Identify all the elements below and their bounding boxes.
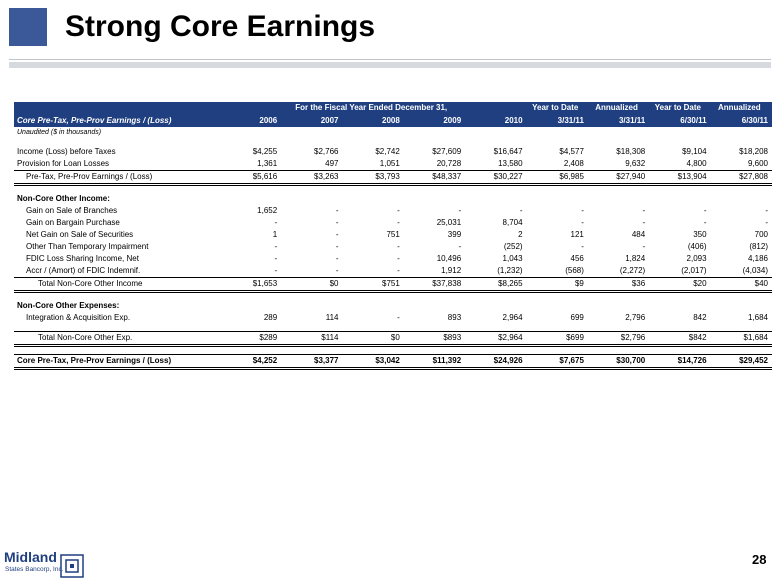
cell-value: $1,653 [220,278,281,292]
cell-value: $2,964 [465,332,526,346]
cell-value: $1,684 [711,332,772,346]
cell-value: $4,577 [559,147,584,156]
cell-value: $114 [281,332,342,346]
cell-value: - [581,218,584,227]
title-divider [9,59,771,60]
cell-value: $48,337 [404,171,465,185]
cell-value: - [274,266,278,275]
cell-value: 497 [325,159,339,168]
cell-value: $40 [711,278,772,292]
cell-value: 456 [570,254,584,263]
cell-value: $3,042 [343,355,404,369]
cell-value: 13,580 [498,159,523,168]
cell-value: $4,252 [220,355,281,369]
cell-value: - [335,266,339,275]
table-row [14,171,772,185]
cell-value: (812) [749,242,768,251]
title-band [9,62,771,68]
cell-value: - [642,218,646,227]
page-number: 28 [752,552,767,567]
cell-value: 1,051 [379,159,400,168]
column-header-row [14,114,772,127]
cell-value: - [335,218,339,227]
cell-value: $0 [281,278,342,292]
section-header-row [14,300,772,312]
cell-value: $14,726 [649,355,710,369]
table-row [14,278,772,292]
cell-value: $2,766 [314,147,339,156]
cell-value: $893 [404,332,465,346]
row-label: Core Pre-Tax, Pre-Prov Earnings / (Loss) [14,355,220,369]
cell-value: $3,377 [281,355,342,369]
table-row [14,158,772,171]
cell-value: $0 [343,332,404,346]
cell-value: - [765,218,768,227]
page-title: Strong Core Earnings [65,10,376,43]
cell-value: - [703,218,707,227]
logo-name: Midland [4,549,57,565]
cell-value: (568) [565,266,584,275]
cell-value: - [397,254,400,263]
cell-value: 1,043 [502,254,523,263]
cell-value: (252) [503,242,523,251]
cell-value: $24,926 [465,355,526,369]
section-header-row [14,193,772,205]
cell-value: 1,684 [747,313,768,322]
cell-value: 1,361 [257,159,278,168]
group-header-ann-q2: Annualized [711,102,772,114]
row-label: Other Than Temporary Impairment [26,242,149,251]
note-row [14,127,772,139]
cell-value: 8,704 [502,218,523,227]
cell-value: - [274,242,278,251]
table-row [14,229,772,241]
col-header: 2009 [404,114,465,127]
table-row [14,265,772,278]
row-label: Income (Loss) before Taxes [17,147,116,156]
col-header: 3/31/11 [588,114,649,127]
cell-value: 2,408 [563,159,584,168]
cell-value: 20,728 [436,159,462,168]
core-earnings-table [14,102,772,370]
cell-value: - [274,254,278,263]
cell-value: $3,263 [281,171,342,185]
row-label: Gain on Sale of Branches [26,206,118,215]
row-label: Integration & Acquisition Exp. [26,313,131,322]
cell-value: 2,964 [502,313,523,322]
table-row [14,205,772,217]
logo-subtitle: States Bancorp, Inc. [5,566,64,573]
cell-value: $751 [343,278,404,292]
col-header: 2006 [220,114,281,127]
cell-value: 4,800 [686,159,707,168]
cell-value: - [397,266,400,275]
units-note: Unaudited ($ in thousands) [17,129,102,136]
row-label: Total Non-Core Other Income [14,278,220,292]
group-header-ytd-q1: Year to Date [527,102,588,114]
cell-value: $13,904 [649,171,710,185]
cell-value: 289 [263,313,278,322]
cell-value: - [397,313,400,322]
cell-value: $9,104 [682,147,707,156]
cell-value: $6,985 [527,171,588,185]
cell-value: 484 [631,230,646,239]
cell-value: 1,652 [257,206,278,215]
col-header: 6/30/11 [649,114,710,127]
cell-value: $29,452 [711,355,772,369]
cell-value: $30,227 [465,171,526,185]
cell-value: 9,632 [625,159,646,168]
table-row [14,241,772,253]
cell-value: (2,017) [681,266,707,275]
cell-value: $20 [649,278,710,292]
cell-value: 842 [693,313,707,322]
cell-value: - [581,206,584,215]
title-square-icon [9,8,47,46]
cell-value: - [335,242,339,251]
col-header: 2007 [281,114,342,127]
table-row [14,146,772,158]
col-header: 2010 [465,114,526,127]
col-header: 2008 [343,114,404,127]
cell-value: $3,793 [343,171,404,185]
row-label: Pre-Tax, Pre-Prov Earnings / (Loss) [14,171,220,185]
row-label: FDIC Loss Sharing Income, Net [26,254,139,263]
cell-value: - [397,218,400,227]
cell-value: 2 [518,230,523,239]
cell-value: $36 [588,278,649,292]
row-label: Total Non-Core Other Exp. [14,332,220,346]
cell-value: - [458,206,462,215]
cell-value: $16,647 [493,147,523,156]
cell-value: 10,496 [436,254,462,263]
col-header: 3/31/11 [527,114,588,127]
cell-value: $7,675 [527,355,588,369]
group-header-ann-q1: Annualized [588,102,649,114]
group-header-row [14,102,772,114]
col-header: 6/30/11 [711,114,772,127]
cell-value: 700 [754,230,768,239]
table-row [14,312,772,324]
cell-value: $27,609 [432,147,462,156]
cell-value: (4,034) [742,266,768,275]
cell-value: 121 [570,230,584,239]
cell-value: $699 [527,332,588,346]
cell-value: $8,265 [465,278,526,292]
cell-value: 1,912 [441,266,462,275]
cell-value: $11,392 [404,355,465,369]
row-label: Provision for Loan Losses [17,159,110,168]
cell-value: 893 [447,313,462,322]
cell-value: - [274,218,278,227]
section-header: Non-Core Other Expenses: [17,301,120,310]
cell-value: $842 [649,332,710,346]
cell-value: $289 [220,332,281,346]
row-header-label: Core Pre-Tax, Pre-Prov Earnings / (Loss) [14,114,220,127]
cell-value: $30,700 [588,355,649,369]
cell-value: 2,093 [686,254,707,263]
cell-value: $9 [527,278,588,292]
table-row [14,332,772,346]
cell-value: $37,838 [404,278,465,292]
row-label: Accr / (Amort) of FDIC Indemnif. [26,266,141,275]
cell-value: 2,796 [625,313,646,322]
cell-value: - [458,242,462,251]
cell-value: $2,796 [588,332,649,346]
row-label: Net Gain on Sale of Securities [26,230,134,239]
row-label: Gain on Bargain Purchase [26,218,120,227]
cell-value: 1 [272,230,278,239]
cell-value: $27,808 [711,171,772,185]
cell-value: 699 [570,313,584,322]
cell-value: (1,232) [497,266,523,275]
cell-value: - [642,206,646,215]
cell-value: 751 [386,230,400,239]
cell-value: $18,208 [739,147,768,156]
cell-value: $18,308 [616,147,646,156]
cell-value: (2,272) [619,266,646,275]
cell-value: - [335,206,339,215]
cell-value: 25,031 [436,218,462,227]
cell-value: - [519,206,523,215]
cell-value: $4,255 [252,147,278,156]
cell-value: - [335,254,339,263]
cell-value: 399 [447,230,462,239]
cell-value: 114 [325,313,339,322]
section-header: Non-Core Other Income: [17,194,110,203]
cell-value: - [397,242,400,251]
cell-value: $27,940 [588,171,649,185]
group-header-fiscal: For the Fiscal Year Ended December 31, [220,102,527,114]
group-header-ytd-q2: Year to Date [649,102,710,114]
table-row [14,253,772,265]
cell-value: - [703,206,707,215]
cell-value: 350 [693,230,707,239]
cell-value: 4,186 [747,254,768,263]
cell-value: 9,600 [747,159,768,168]
cell-value: $2,742 [375,147,400,156]
table-row [14,217,772,229]
cell-value: - [335,230,339,239]
cell-value: - [581,242,584,251]
cell-value: - [397,206,400,215]
cell-value: $5,616 [220,171,281,185]
table-row [14,355,772,369]
cell-value: - [642,242,646,251]
cell-value: 1,824 [625,254,646,263]
cell-value: - [765,206,768,215]
cell-value: (406) [687,242,707,251]
